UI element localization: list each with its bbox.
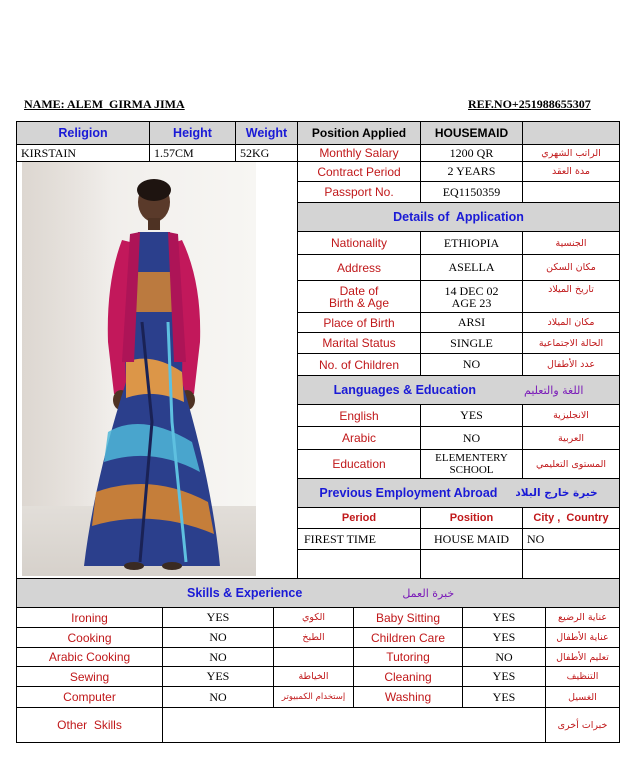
skill-arabic-cooking-label: Arabic Cooking [16, 647, 163, 667]
dob-age-label: Date of Birth & Age [297, 280, 421, 313]
position-header: Position [420, 507, 523, 529]
name-label: NAME: [24, 97, 65, 111]
skill-ironing-value: YES [162, 607, 274, 628]
address-value: ASELLA [420, 254, 523, 281]
place-of-birth-label: Place of Birth [297, 312, 421, 333]
age-value: AGE 23 [451, 295, 492, 310]
skill-computer-value: NO [162, 686, 274, 708]
dob-value: 14 DEC 02 [444, 283, 499, 298]
contract-period-arabic: مدة العقد [522, 161, 620, 182]
arabic-language-value: NO [420, 426, 523, 450]
religion-value: KIRSTAIN [16, 144, 150, 162]
employment-blank-period [297, 549, 421, 579]
name-value: ALEM GIRMA JIMA [67, 97, 185, 111]
monthly-salary-label: Monthly Salary [297, 144, 421, 162]
position-blank [522, 121, 620, 145]
skill-ironing-arabic: الكوي [273, 607, 354, 628]
place-of-birth-value: ARSI [420, 312, 523, 333]
education-arabic: المستوى التعليمي [522, 449, 620, 479]
skill-sewing-arabic: الخياطة [273, 666, 354, 687]
skill-babysitting-value: YES [462, 607, 546, 628]
position-applied-label: Position Applied [297, 121, 421, 145]
employment-title: Previous Employment Abroad [319, 486, 498, 500]
skill-childcare-label: Children Care [353, 627, 463, 648]
skill-cooking-label: Cooking [16, 627, 163, 648]
skill-cleaning-arabic: التنظيف [545, 666, 620, 687]
weight-header: Weight [235, 121, 298, 145]
skill-ironing-label: Ironing [16, 607, 163, 628]
education-value: ELEMENTERY SCHOOL [420, 449, 523, 479]
skills-section-title [16, 578, 620, 608]
details-section-title: Details of Application [297, 202, 620, 232]
height-value: 1.57CM [149, 144, 236, 162]
position-applied-value: HOUSEMAID [420, 121, 523, 145]
arabic-language-label: Arabic [297, 426, 421, 450]
ref-label: REF.NO [468, 97, 512, 111]
skill-tutoring-arabic: تعليم الأطفال [545, 647, 620, 667]
religion-header: Religion [16, 121, 150, 145]
education-label: Education [297, 449, 421, 479]
dob-arabic: تاريخ الميلاد [522, 280, 620, 313]
skill-childcare-arabic: عناية الأطفال [545, 627, 620, 648]
skills-arabic: خبرة العمل [402, 586, 455, 600]
english-label: English [297, 404, 421, 427]
skill-washing-label: Washing [353, 686, 463, 708]
period-header: Period [297, 507, 421, 529]
languages-section-title [297, 375, 620, 405]
other-skills-value [162, 707, 546, 743]
skill-arabic-cooking-arabic [273, 647, 354, 667]
weight-value: 52KG [235, 144, 298, 162]
contract-period-value: 2 YEARS [420, 161, 523, 182]
arabic-language-arabic: العربية [522, 426, 620, 450]
country-header: City , Country [522, 507, 620, 529]
employment-country: NO [522, 528, 620, 550]
languages-arabic: اللغة والتعليم [524, 383, 584, 397]
employment-section-title [297, 478, 620, 508]
skill-arabic-cooking-value: NO [162, 647, 274, 667]
marital-status-arabic: الحالة الاجتماعية [522, 332, 620, 354]
languages-title: Languages & Education [333, 383, 476, 397]
employment-blank-country [522, 549, 620, 579]
place-of-birth-arabic: مكان الميلاد [522, 312, 620, 333]
skill-cleaning-label: Cleaning [353, 666, 463, 687]
other-skills-label: Other Skills [16, 707, 163, 743]
monthly-salary-value: 1200 QR [420, 144, 523, 162]
english-arabic: الانجليزية [522, 404, 620, 427]
employment-period: FIREST TIME [297, 528, 421, 550]
skill-computer-arabic: إستخدام الكمبيوتر [273, 686, 354, 708]
nationality-value: ETHIOPIA [420, 231, 523, 255]
dob-age-value [420, 280, 523, 313]
skill-babysitting-arabic: عناية الرضيع [545, 607, 620, 628]
employment-blank-position [420, 549, 523, 579]
passport-label: Passport No. [297, 181, 421, 203]
address-arabic: مكان السكن [522, 254, 620, 281]
passport-arabic [522, 181, 620, 203]
reference-number [468, 97, 591, 112]
employment-position: HOUSE MAID [420, 528, 523, 550]
skill-washing-arabic: الغسيل [545, 686, 620, 708]
marital-status-value: SINGLE [420, 332, 523, 354]
children-value: NO [420, 353, 523, 376]
nationality-arabic: الجنسية [522, 231, 620, 255]
skill-childcare-value: YES [462, 627, 546, 648]
skill-washing-value: YES [462, 686, 546, 708]
skill-cleaning-value: YES [462, 666, 546, 687]
skill-sewing-value: YES [162, 666, 274, 687]
monthly-salary-arabic: الراتب الشهري [522, 144, 620, 162]
applicant-photo [22, 162, 256, 576]
english-value: YES [420, 404, 523, 427]
skills-title: Skills & Experience [187, 586, 303, 600]
other-skills-arabic: خبرات أخرى [545, 707, 620, 743]
skill-cooking-arabic: الطبخ [273, 627, 354, 648]
skill-sewing-label: Sewing [16, 666, 163, 687]
skill-tutoring-value: NO [462, 647, 546, 667]
address-label: Address [297, 254, 421, 281]
skill-babysitting-label: Baby Sitting [353, 607, 463, 628]
passport-value: EQ1150359 [420, 181, 523, 203]
marital-status-label: Marital Status [297, 332, 421, 354]
ref-value: +251988655307 [511, 97, 591, 111]
children-label: No. of Children [297, 353, 421, 376]
nationality-label: Nationality [297, 231, 421, 255]
skill-tutoring-label: Tutoring [353, 647, 463, 667]
applicant-name [24, 97, 185, 112]
children-arabic: عدد الأطفال [522, 353, 620, 376]
employment-arabic: خبرة خارج البلاد [515, 487, 598, 499]
contract-period-label: Contract Period [297, 161, 421, 182]
skill-computer-label: Computer [16, 686, 163, 708]
skill-cooking-value: NO [162, 627, 274, 648]
height-header: Height [149, 121, 236, 145]
